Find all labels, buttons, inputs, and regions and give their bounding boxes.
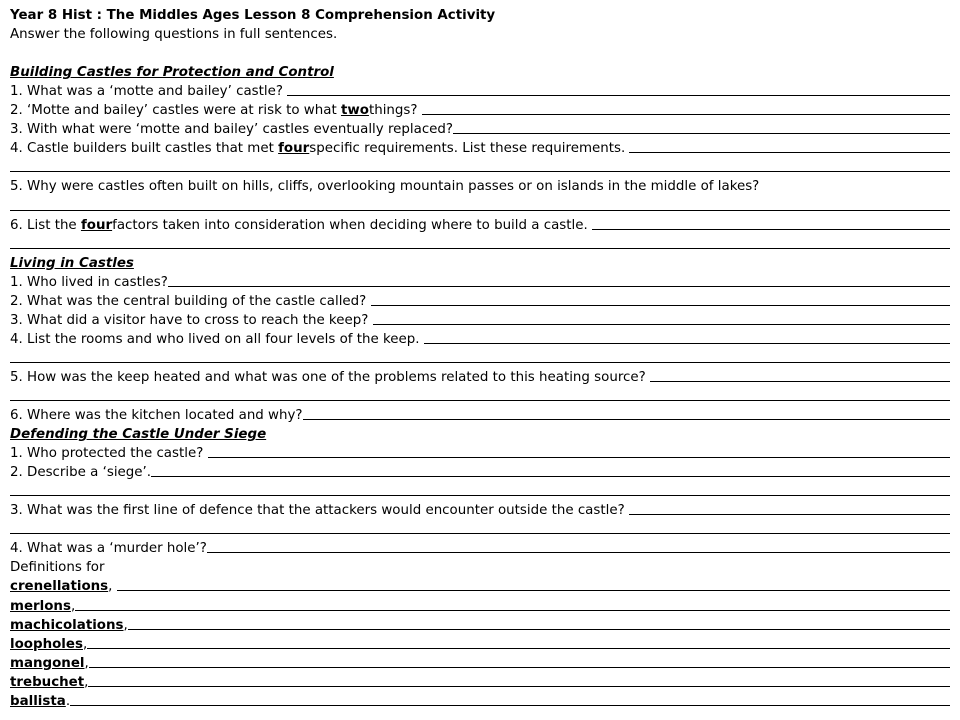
answer-line[interactable] [453, 133, 950, 134]
answer-line[interactable] [10, 362, 950, 363]
answer-line[interactable] [70, 705, 950, 706]
worksheet-line [10, 366, 950, 385]
answer-line[interactable] [373, 324, 950, 325]
answer-line[interactable] [10, 210, 950, 211]
question-text: 6. List the [10, 217, 81, 233]
question-text: things? [368, 103, 422, 119]
answer-line[interactable] [151, 476, 950, 477]
answer-line[interactable] [168, 286, 950, 287]
answer-line[interactable] [87, 648, 950, 649]
worksheet-line [10, 328, 950, 347]
question-text: Definitions for [10, 560, 105, 576]
question-text: , [84, 674, 89, 690]
emphasized-term: four [80, 217, 113, 233]
answer-line[interactable] [10, 171, 950, 172]
question-text: specific requirements. List these requirements. [309, 141, 630, 157]
section-heading: Defending the Castle Under Siege [10, 427, 267, 443]
worksheet-line [10, 118, 950, 137]
worksheet-line [10, 556, 950, 575]
worksheet-line [10, 156, 950, 175]
worksheet-line [10, 404, 950, 423]
worksheet-line [10, 99, 950, 118]
emphasized-term: ballista [10, 693, 66, 709]
emphasized-term: machicolations [10, 617, 124, 633]
worksheet-line [10, 214, 950, 233]
answer-line[interactable] [208, 457, 950, 458]
worksheet-line [10, 309, 950, 328]
worksheet-line [10, 575, 950, 594]
question-text: 5. Why were castles often built on hills, cliffs, overlooking mountain passes or on islands in the middle of lakes? [10, 179, 760, 195]
question-text: Year 8 Hist : The Middles Ages Lesson 8 Comprehension Activity [10, 8, 496, 24]
emphasized-term: merlons [10, 598, 71, 614]
worksheet-line [10, 61, 950, 80]
worksheet-line [10, 175, 950, 194]
answer-line[interactable] [629, 152, 950, 153]
emphasized-term: trebuchet [10, 674, 85, 690]
worksheet-line [10, 80, 950, 99]
question-text: factors taken into consideration when deciding where to build a castle. [112, 217, 592, 233]
worksheet-line [10, 499, 950, 518]
question-text: Answer the following questions in full sentences. [10, 27, 338, 43]
worksheet-line [10, 633, 950, 652]
worksheet-line [10, 671, 950, 690]
question-text: , [84, 655, 89, 671]
question-text: 2. ‘Motte and bailey’ castles were at risk to what [10, 103, 341, 119]
question-text: 1. What was a ‘motte and bailey’ castle? [10, 84, 288, 100]
question-text: 1. Who protected the castle? [10, 446, 208, 462]
worksheet-line [10, 480, 950, 499]
answer-line[interactable] [88, 686, 950, 687]
answer-line[interactable] [75, 610, 950, 611]
worksheet-page [10, 4, 950, 709]
question-text: 3. With what were ‘motte and bailey’ castles eventually replaced? [10, 122, 454, 138]
emphasized-term: two [340, 103, 369, 119]
answer-line[interactable] [287, 95, 950, 96]
worksheet-line [10, 690, 950, 709]
worksheet-line [10, 233, 950, 252]
section-heading: Building Castles for Protection and Control [10, 65, 334, 81]
worksheet-line [10, 137, 950, 156]
question-text: 4. List the rooms and who lived on all four levels of the keep. [10, 331, 424, 347]
worksheet-line [10, 423, 950, 442]
answer-line[interactable] [89, 667, 950, 668]
worksheet-line [10, 614, 950, 633]
question-text: 1. Who lived in castles? [10, 274, 168, 290]
worksheet-line [10, 537, 950, 556]
question-text: 2. Describe a ‘siege’. [10, 465, 152, 481]
section-heading: Living in Castles [10, 255, 134, 271]
answer-line[interactable] [592, 229, 950, 230]
question-text: 2. What was the central building of the castle called? [10, 293, 371, 309]
worksheet-line [10, 518, 950, 537]
answer-line[interactable] [117, 590, 950, 591]
worksheet-line [10, 42, 950, 61]
question-text: , [123, 617, 128, 633]
question-text: , [108, 579, 117, 595]
worksheet-line [10, 4, 950, 23]
question-text: 6. Where was the kitchen located and why? [10, 408, 303, 424]
worksheet-line [10, 347, 950, 366]
question-text: 3. What did a visitor have to cross to reach the keep? [10, 312, 373, 328]
question-text: 4. What was a ‘murder hole’? [10, 541, 207, 557]
worksheet-line [10, 385, 950, 404]
worksheet-line [10, 271, 950, 290]
worksheet-line [10, 252, 950, 271]
answer-line[interactable] [10, 248, 950, 249]
answer-line[interactable] [629, 514, 950, 515]
emphasized-term: crenellations [10, 579, 109, 595]
question-text: , [82, 636, 88, 652]
worksheet-line [10, 290, 950, 309]
question-text: 4. Castle builders built castles that met [10, 141, 279, 157]
answer-line[interactable] [371, 305, 950, 306]
emphasized-term: four [278, 141, 310, 157]
emphasized-term: mangonel [10, 655, 85, 671]
worksheet-line [10, 652, 950, 671]
answer-line[interactable] [207, 552, 950, 553]
question-text: 3. What was the first line of defence that the attackers would encounter outside the castle? [10, 503, 629, 519]
worksheet-line [10, 23, 950, 42]
worksheet-line [10, 594, 950, 613]
worksheet-line [10, 461, 950, 480]
question-text: , [70, 598, 76, 614]
question-text: 5. How was the keep heated and what was one of the problems related to this heating source? [10, 369, 650, 385]
answer-line[interactable] [424, 343, 950, 344]
answer-line[interactable] [650, 381, 950, 382]
answer-line[interactable] [10, 495, 950, 496]
question-text: . [65, 693, 71, 709]
emphasized-term: loopholes [10, 636, 83, 652]
answer-line[interactable] [128, 629, 950, 630]
answer-line[interactable] [10, 400, 950, 401]
answer-line[interactable] [10, 533, 950, 534]
worksheet-line [10, 442, 950, 461]
answer-line[interactable] [422, 114, 950, 115]
worksheet-line [10, 194, 950, 213]
answer-line[interactable] [303, 419, 950, 420]
